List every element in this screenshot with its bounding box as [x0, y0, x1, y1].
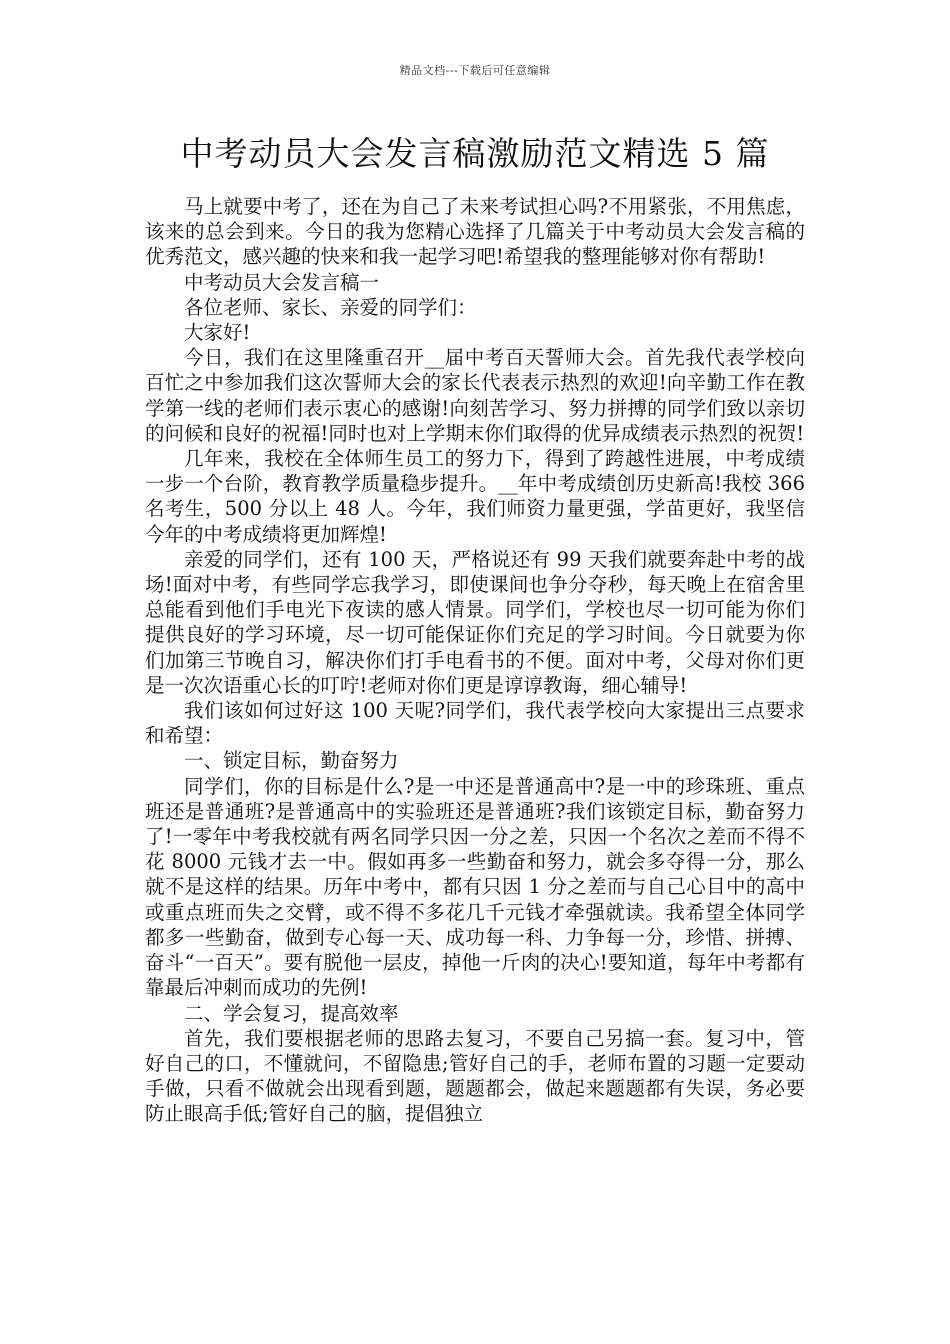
paragraph-three-requirements: 我们该如何过好这 100 天呢?同学们，我代表学校向大家提出三点要求和希望：	[145, 699, 805, 748]
paragraph-goal: 同学们，你的目标是什么?是一中还是普通高中?是一中的珍珠班、重点班还是普通班?是普通高中的实验班还是普通班?我们该锁定目标，勤奋努力了!一零年中考我校就有两名同学只因一分之差，只因一个名次之差而不得不花 8000 元钱才去一中。假如再多一些勤奋和努力，就会多夺得一分，那么就不是这样的结果。历年中考中，都有只因 1 分之差而与自己心目中的高中或重点班而失之交臂，或不得不多花几千元钱才牵强就读。我希望全体同学都多一些勤奋，做到专心每一天、成功每一科、力争每一分，珍惜、拼搏、奋斗“一百天”。要有脱他一层皮，掉他一斤肉的决心!要知道，每年中考都有靠最后冲刺而成功的先例!	[145, 774, 805, 1000]
subheading-goal: 一、锁定目标，勤奋努力	[184, 749, 399, 773]
paragraph-achievements: 几年来，我校在全体师生员工的努力下，得到了跨越性进展，中考成绩一步一个台阶，教育教学质量稳步提升。__年中考成绩创历史新高!我校 366 名考生，500 分以上 48 人。今年，我们师资力量更强，学苗更好，我坚信今年的中考成绩将更加辉煌!	[145, 447, 805, 546]
greeting: 大家好!	[184, 321, 251, 345]
paragraph-intro: 马上就要中考了，还在为自己了未来考试担心吗?不用紧张，不用焦虑，该来的总会到来。今日的我为您精心选择了几篇关于中考动员大会发言稿的优秀范文，感兴趣的快来和我一起学习吧!希望我的整理能够对你有帮助!	[145, 195, 805, 269]
paragraph-opening: 今日，我们在这里隆重召开__届中考百天誓师大会。首先我代表学校向百忙之中参加我们这次誓师大会的家长代表表示热烈的欢迎!向辛勤工作在教学第一线的老师们表示衷心的感谢!向刻苦学习、努力拼搏的同学们致以亲切的问候和良好的祝福!同时也对上学期末你们取得的优异成绩表示热烈的祝贺!	[145, 346, 805, 445]
document-body	[145, 194, 805, 1127]
paragraph-hundred-days: 亲爱的同学们，还有 100 天，严格说还有 99 天我们就要奔赴中考的战场!面对中考，有些同学忘我学习，即使课间也争分夺秒，每天晚上在宿舍里总能看到他们手电光下夜读的感人情景。同学们，学校也尽一切可能为你们提供良好的学习环境，尽一切可能保证你们充足的学习时间。今日就要为你们加第三节晚自习，解决你们打手电看书的不便。面对中考，父母对你们更是一次次语重心长的叮咛!老师对你们更是谆谆教诲，细心辅导!	[145, 547, 805, 697]
paragraph-review: 首先，我们要根据老师的思路去复习，不要自己另搞一套。复习中，管好自己的口，不懂就问，不留隐患;管好自己的手，老师布置的习题一定要动手做，只看不做就会出现看到题，题题都会，做起来题题都有失误，务必要防止眼高手低;管好自己的脑，提倡独立	[145, 1026, 805, 1126]
subheading-review: 二、学会复习，提高效率	[184, 1001, 399, 1025]
document-title: 中考动员大会发言稿激励范文精选 5 篇	[180, 134, 770, 173]
section-heading-speech-one: 中考动员大会发言稿一	[184, 270, 380, 294]
header-note: 精品文档---下载后可任意编辑	[399, 64, 551, 77]
salutation: 各位老师、家长、亲爱的同学们：	[184, 295, 477, 319]
